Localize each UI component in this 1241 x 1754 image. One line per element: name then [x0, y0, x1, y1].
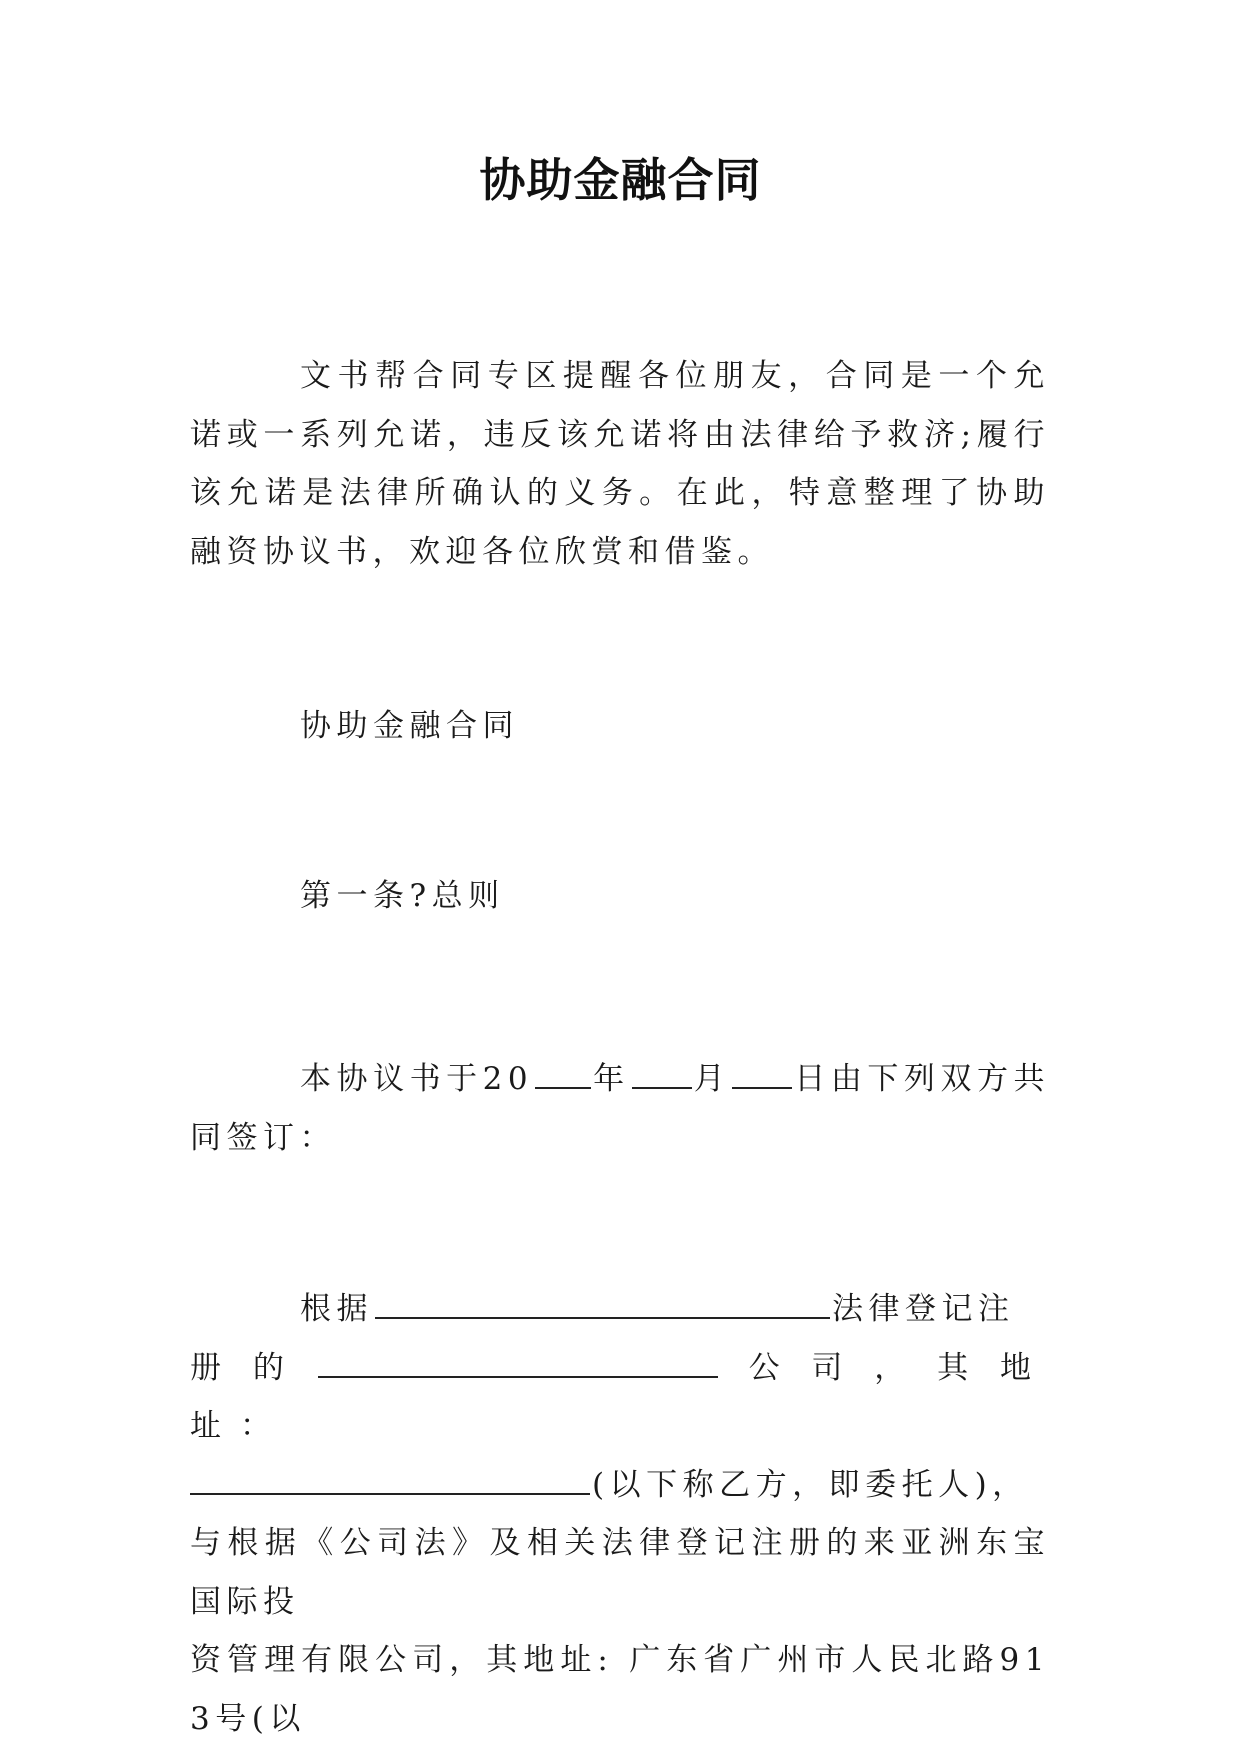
basis-line-1-suffix: 法律登记注: [832, 1291, 1015, 1327]
signing-date-paragraph: [190, 1050, 1050, 1167]
company-name-blank: [318, 1350, 718, 1378]
basis-line-4: 与根据《公司法》及相关法律登记注册的来亚洲东宝国际投: [190, 1525, 1050, 1620]
day-blank: [732, 1061, 792, 1089]
contract-subtitle: 协助金融合同: [300, 708, 519, 744]
year-blank: [535, 1061, 591, 1089]
signing-suffix: 日由下列双方共同签订：: [190, 1061, 1051, 1156]
basis-line-1: [190, 1280, 1050, 1339]
basis-line-2: [190, 1339, 1050, 1456]
basis-line-1-prefix: 根据: [300, 1291, 373, 1327]
registration-law-blank: [375, 1291, 830, 1319]
basis-line-2-suffix: 公司，其地址：: [190, 1349, 1051, 1444]
article-heading: 第一条?总则: [300, 878, 505, 914]
basis-line-2-prefix: 册的: [190, 1349, 316, 1386]
month-blank: [632, 1061, 692, 1089]
basis-line-3: [190, 1456, 1050, 1515]
basis-line-5: 资管理有限公司，其地址: 广东省广州市人民北路913号(以: [190, 1642, 1050, 1737]
signing-prefix: 本协议书于20: [300, 1061, 534, 1097]
intro-paragraph: 文书帮合同专区提醒各位朋友，合同是一个允诺或一系列允诺，违反该允诺将由法律给予救济;履行该允诺是法律所确认的义务。在此，特意整理了协助融资协议书，欢迎各位欣赏和借鉴。: [190, 358, 1050, 570]
basis-line-3-suffix: (以下称乙方，即委托人)，: [592, 1466, 1029, 1503]
document-title: 协助金融合同: [479, 153, 762, 207]
address-blank: [190, 1467, 590, 1495]
year-label: 年: [593, 1061, 630, 1097]
month-label: 月: [693, 1061, 731, 1097]
party-basis-paragraph: [190, 1280, 1050, 1748]
